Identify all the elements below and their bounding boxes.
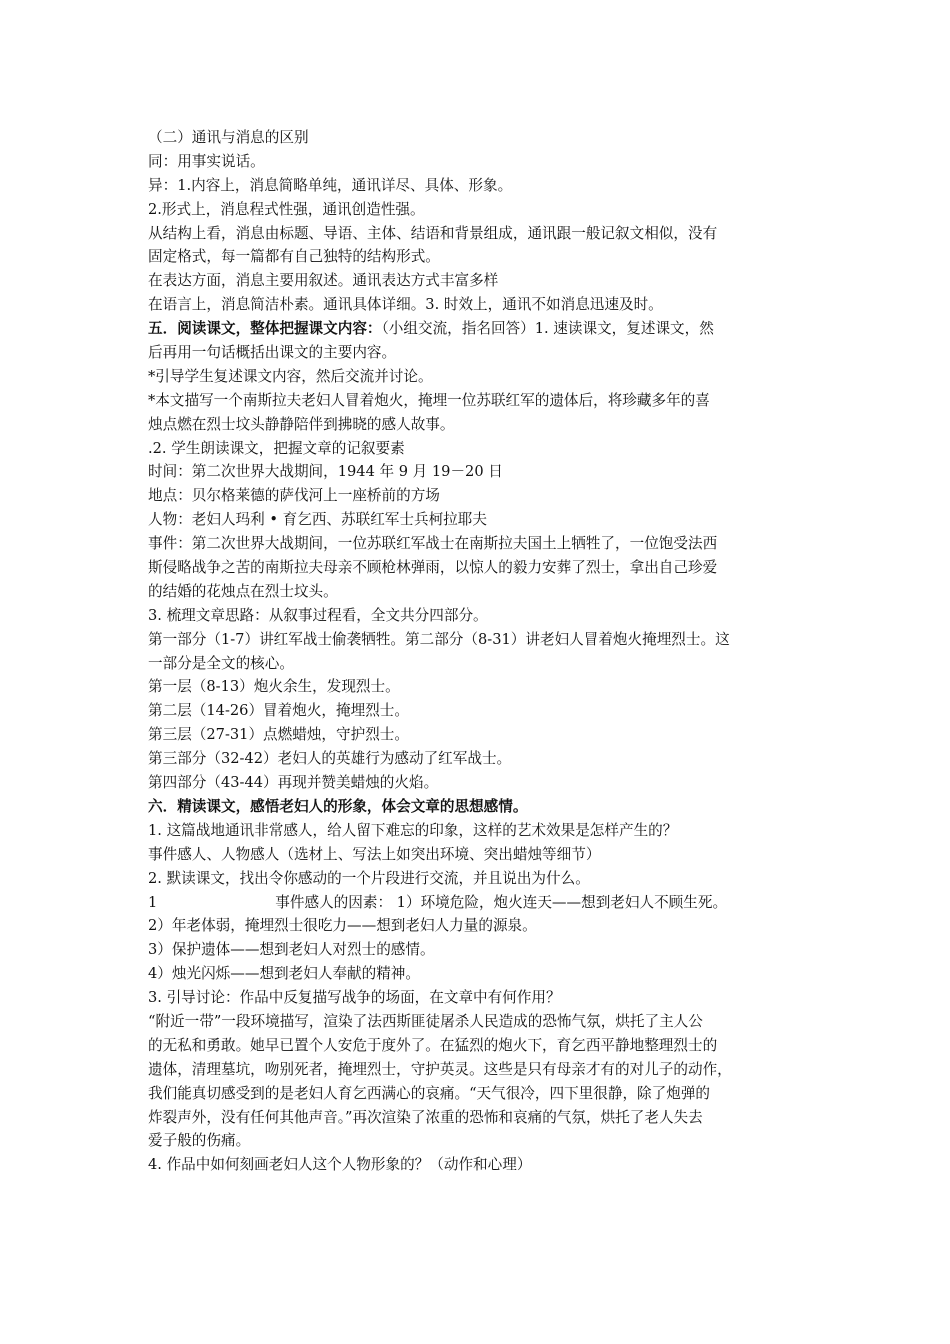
- text-line: 我们能真切感受到的是老妇人育乞西满心的哀痛。“天气很冷，四下里很静，除了炮弹的: [148, 1084, 711, 1102]
- text-line: 爱子般的伤痛。: [148, 1132, 251, 1150]
- text-line: 一部分是全文的核心。: [148, 654, 294, 672]
- text-line: 3. 引导讨论：作品中反复描写战争的场面，在文章中有何作用？: [148, 989, 561, 1007]
- factors-text: 事件感人的因素： 1）环境危险，炮火连天——想到老妇人不顾生死。: [275, 893, 728, 911]
- list-number: 1: [148, 893, 158, 911]
- text-line: 时间：第二次世界大战期间，1944 年 9 月 19－20 日: [148, 463, 503, 481]
- section-6-heading: 六．精读课文，感悟老妇人的形象，体会文章的思想感情。: [148, 797, 528, 815]
- text-line: 异：1.内容上，消息简略单纯，通讯详尽、具体、形象。: [148, 176, 513, 194]
- text-line: 人物：老妇人玛利 • 育乞西、苏联红军士兵柯拉耶夫: [148, 511, 487, 529]
- text-line: 1. 这篇战地通讯非常感人，给人留下难忘的印象，这样的艺术效果是怎样产生的？: [148, 821, 678, 839]
- text-line: 第三部分（32-42）老妇人的英雄行为感动了红军战士。: [148, 750, 512, 768]
- text-line: 4. 作品中如何刻画老妇人这个人物形象的？（动作和心理）: [148, 1156, 532, 1174]
- text-line: 遗体，清理墓坑，吻别死者，掩埋烈士，守护英灵。这些是只有母亲才有的对儿子的动作，: [148, 1060, 732, 1078]
- text-line: 第四部分（43-44）再现并赞美蜡烛的火焰。: [148, 774, 439, 792]
- text-line: 固定格式，每一篇都有自己独特的结构形式。: [148, 248, 440, 266]
- text-line: 的结婚的花烛点在烈士坟头。: [148, 582, 338, 600]
- factors-line: [148, 891, 808, 915]
- text-line: 第一层（8-13）炮火余生，发现烈士。: [148, 678, 400, 696]
- text-line: 2. 默读课文，找出令你感动的一个片段进行交流，并且说出为什么。: [148, 869, 590, 887]
- text-line: 从结构上看，消息由标题、导语、主体、结语和背景组成，通讯跟一般记叙文相似，没有: [148, 224, 718, 242]
- text-line: 第二层（14-26）冒着炮火，掩埋烈士。: [148, 702, 409, 720]
- text-line: 烛点燃在烈士坟头静静陪伴到拂晓的感人故事。: [148, 415, 455, 433]
- document-body: [148, 126, 808, 1177]
- text-line: 事件：第二次世界大战期间，一位苏联红军战士在南斯拉夫国土上牺牲了，一位饱受法西: [148, 535, 718, 553]
- text-line: *引导学生复述课文内容，然后交流并讨论。: [148, 367, 433, 385]
- text-line: 2）年老体弱，掩埋烈士很吃力——想到老妇人力量的源泉。: [148, 917, 537, 935]
- text-line: 2.形式上，消息程式性强，通讯创造性强。: [148, 200, 425, 218]
- text-line: 同：用事实说话。: [148, 152, 265, 170]
- text-line: 3）保护遗体——想到老妇人对烈士的感情。: [148, 941, 435, 959]
- section-5-heading: 五．阅读课文，整体把握课文内容：: [148, 320, 382, 338]
- text-line: 4）烛光闪烁——想到老妇人奉献的精神。: [148, 965, 420, 983]
- text-line: *本文描写一个南斯拉夫老妇人冒着炮火，掩埋一位苏联红军的遗体后，将珍藏多年的喜: [148, 391, 710, 409]
- text-line: “附近一带”一段环境描写，渲染了法西斯匪徒屠杀人民造成的恐怖气氛，烘托了主人公: [148, 1012, 703, 1030]
- text-line: 后再用一句话概括出课文的主要内容。: [148, 344, 397, 362]
- section-5-line: [148, 317, 808, 341]
- text-line: 在语言上，消息简洁朴素。通讯具体详细。3. 时效上，通讯不如消息迅速及时。: [148, 296, 663, 314]
- text-line: 第三层（27-31）点燃蜡烛，守护烈士。: [148, 726, 409, 744]
- text-line: 第一部分（1-7）讲红军战士偷袭牺牲。第二部分（8-31）讲老妇人冒着炮火掩埋烈士。这: [148, 630, 730, 648]
- text-line: 地点：贝尔格莱德的萨伐河上一座桥前的方场: [148, 487, 440, 505]
- text-line: 3. 梳理文章思路：从叙事过程看，全文共分四部分。: [148, 606, 488, 624]
- text-line: 在表达方面，消息主要用叙述。通讯表达方式丰富多样: [148, 272, 499, 290]
- section-5-text: （小组交流，指名回答）1. 速读课文，复述课文，然: [381, 320, 714, 338]
- text-line: .2. 学生朗读课文，把握文章的记叙要素: [148, 439, 405, 457]
- section-heading: （二）通讯与消息的区别: [148, 129, 309, 146]
- text-line: 的无私和勇敢。她早已置个人安危于度外了。在猛烈的炮火下，育乞西平静地整理烈士的: [148, 1036, 718, 1054]
- text-line: 斯侵略战争之苦的南斯拉夫母亲不顾枪林弹雨，以惊人的毅力安葬了烈士，拿出自己珍爱: [148, 559, 718, 577]
- text-line: 事件感人、人物感人（选材上、写法上如突出环境、突出蜡烛等细节）: [148, 845, 601, 863]
- text-line: 炸裂声外，没有任何其他声音。”再次渲染了浓重的恐怖和哀痛的气氛，烘托了老人失去: [148, 1108, 703, 1126]
